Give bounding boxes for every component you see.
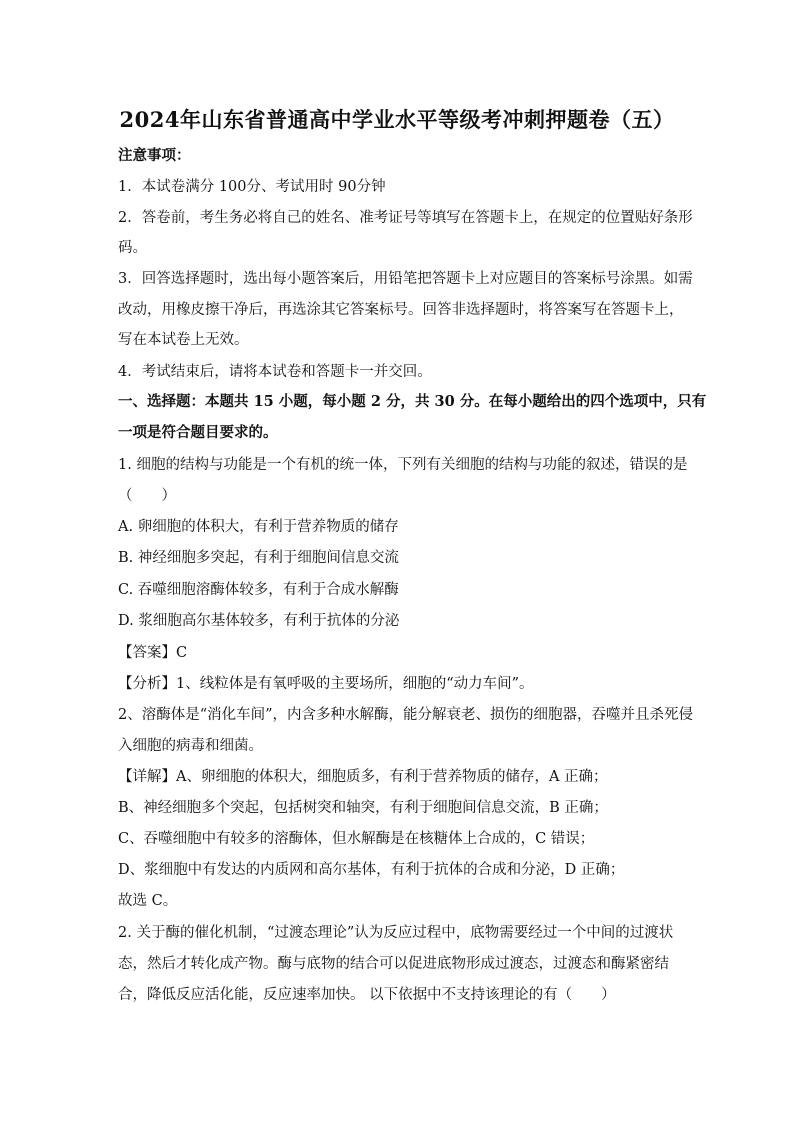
question-1-blank: （ ） bbox=[118, 488, 176, 504]
question-1-option-a: A. 卵细胞的体积大，有利于营养物质的储存 bbox=[118, 519, 399, 535]
page-title: 2024年山东省普通高中学业水平等级考冲刺押题卷（五） bbox=[119, 107, 675, 132]
question-1-analysis-2-cont: 入细胞的病毒和细菌。 bbox=[118, 738, 263, 754]
question-1-option-c: C. 吞噬细胞溶酶体较多，有利于合成水解酶 bbox=[118, 582, 399, 598]
question-1-conclusion: 故选 C。 bbox=[118, 893, 178, 909]
question-1-answer: 【答案】C bbox=[118, 645, 188, 661]
notice-item-1: 1．本试卷满分 100分、考试用时 90分钟 bbox=[118, 179, 386, 195]
notice-heading: 注意事项： bbox=[118, 147, 191, 164]
question-2-stem: 2. 关于酶的催化机制，“过渡态理论”认为反应过程中，底物需要经过一个中间的过渡状 bbox=[118, 925, 674, 941]
notice-item-2-cont: 码。 bbox=[118, 240, 147, 256]
section-heading: 一、选择题：本题共 15 小题，每小题 2 分，共 30 分。在每小题给出的四个选项中，只有 bbox=[118, 393, 707, 410]
question-2-stem-cont: 态，然后才转化成产物。酶与底物的结合可以促进底物形成过渡态，过渡态和酶紧密结 bbox=[118, 956, 669, 972]
question-2-stem-cont2: 合，降低反应活化能，反应速率加快。 以下依据中不支持该理论的有（ ） bbox=[118, 987, 616, 1003]
notice-item-2: 2．答卷前，考生务必将自己的姓名、准考证号等填写在答题卡上，在规定的位置贴好条形 bbox=[118, 210, 693, 226]
question-1-option-b: B. 神经细胞多突起，有利于细胞间信息交流 bbox=[118, 550, 399, 566]
notice-item-4: 4．考试结束后，请将本试卷和答题卡一并交回。 bbox=[118, 364, 432, 380]
question-1-detail-c: C、吞噬细胞中有较多的溶酶体，但水解酶是在核糖体上合成的，C 错误； bbox=[118, 831, 595, 847]
question-1-detail-d: D、浆细胞中有发达的内质网和高尔基体，有利于抗体的合成和分泌，D 正确； bbox=[118, 862, 625, 878]
question-1-stem: 1. 细胞的结构与功能是一个有机的统一体，下列有关细胞的结构与功能的叙述，错误的是 bbox=[118, 457, 688, 473]
notice-item-3-cont2: 写在本试卷上无效。 bbox=[118, 332, 249, 348]
question-1-option-d: D. 浆细胞高尔基体较多，有利于抗体的分泌 bbox=[118, 613, 400, 629]
question-1-analysis-1: 【分析】1、线粒体是有氧呼吸的主要场所，细胞的“动力车间”。 bbox=[118, 676, 534, 692]
notice-item-3: 3．回答选择题时，选出每小题答案后，用铅笔把答题卡上对应题目的答案标号涂黑。如需 bbox=[118, 271, 693, 287]
question-1-detail-b: B、神经细胞多个突起，包括树突和轴突，有利于细胞间信息交流，B 正确； bbox=[118, 800, 608, 816]
section-heading-cont: 一项是符合题目要求的。 bbox=[118, 424, 278, 441]
question-1-detail-a: 【详解】A、卵细胞的体积大，细胞质多，有利于营养物质的储存，A 正确； bbox=[118, 769, 608, 785]
notice-item-3-cont: 改动，用橡皮擦干净后，再选涂其它答案标号。回答非选择题时，将答案写在答题卡上， bbox=[118, 302, 684, 318]
question-1-analysis-2: 2、溶酶体是“消化车间”，内含多种水解酶，能分解衰老、损伤的细胞器，吞噬并且杀死侵 bbox=[118, 707, 694, 723]
